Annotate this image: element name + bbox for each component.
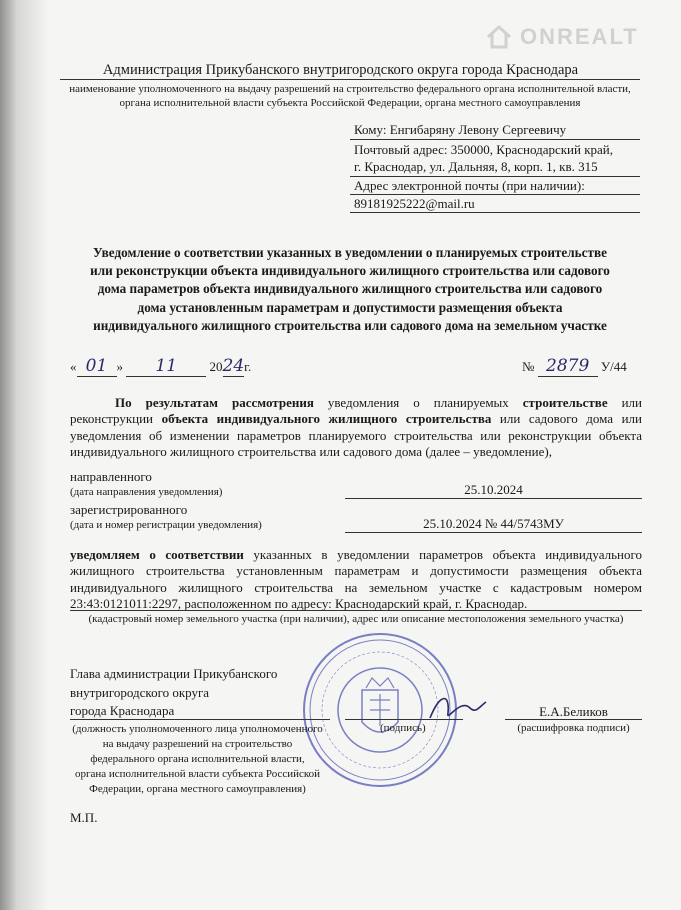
signatory-line: внутригородского округа — [70, 684, 210, 700]
document-date — [70, 356, 251, 377]
text-run: или садового дома или уведомления об изменении параметров планируемого строительства или реконструкции объекта индивидуального жилищного строительства или садового дома (далее – уведомление), — [70, 411, 642, 459]
text-run: или реконструкции — [70, 395, 642, 427]
underline — [350, 212, 640, 213]
text-run: уведомления о планируемых — [313, 395, 523, 410]
signature — [420, 688, 490, 728]
name-caption: (расшифровка подписи) — [517, 722, 630, 734]
signatory-line: города Краснодара — [70, 703, 175, 718]
issuing-authority-caption: наименование уполномоченного на выдачу разрешений на строительство федерального органа исполнительной власти, органа исполнительной власти субъекта Российской Федерации, органа местного самоуправления — [69, 83, 631, 109]
signatory-name: Е.А.Беликов — [539, 704, 608, 719]
text-run: указанных в уведомлении параметров объекта индивидуального жилищного строительства установленным параметрам и допустимости размещения объекта индивидуального жилищного строительства на земельном участке с кадастровым номером 23:43:0121011:2297, расположенном по адресу: Краснодарский край, г. Краснодар. — [70, 547, 642, 611]
watermark-text: ONREALT — [520, 24, 639, 49]
date-month: 11 — [126, 356, 206, 377]
registered-caption: (дата и номер регистрации уведомления) — [70, 519, 262, 531]
registered-value: 25.10.2024 № 44/5743МУ — [423, 516, 564, 531]
conformity-paragraph — [70, 547, 642, 612]
recipient-address-2: г. Краснодар, ул. Дальняя, 8, корп. 1, кв. 315 — [354, 159, 598, 174]
underline — [345, 532, 642, 533]
underline — [350, 176, 640, 177]
bold-phrase: уведомляем о соответствии — [70, 547, 244, 562]
sent-label: направленного — [70, 469, 152, 484]
house-icon — [484, 22, 514, 52]
underline — [70, 610, 642, 611]
recipient-address-1: Почтовый адрес: 350000, Краснодарский край, — [354, 142, 614, 157]
signature-line — [345, 719, 463, 720]
page-edge-shadow — [0, 0, 48, 910]
recipient-email: 89181925222@mail.ru — [354, 196, 475, 211]
bold-phrase: объекта индивидуального жилищного строительства — [161, 411, 492, 427]
bold-phrase: строительстве — [522, 395, 608, 410]
bold-phrase: По результатам рассмотрения — [115, 395, 314, 410]
date-open-quote: « — [70, 359, 77, 374]
signature-caption: (подпись) — [380, 722, 426, 734]
header-underline — [60, 79, 640, 80]
number-label: № — [522, 359, 535, 374]
document-number — [522, 356, 627, 377]
document-title: Уведомление о соответствии указанных в уведомлении о планируемых строительстве или реконструкции объекта индивидуального жилищного строительства или садового дома параметров объекта индивидуального жилищного строительства или садового дома установленным параметрам и допустимости размещения объекта индивидуального жилищного строительства или садового дома на земельном участке — [90, 245, 610, 333]
date-close-quote: » — [116, 359, 123, 374]
underline — [505, 719, 642, 720]
underline — [70, 719, 330, 720]
issuing-authority: Администрация Прикубанского внутригородского округа города Краснодара — [102, 62, 579, 78]
underline — [350, 139, 640, 140]
signatory-line: Глава администрации Прикубанского — [70, 666, 278, 681]
underline — [350, 194, 640, 195]
date-year: 24 — [222, 356, 245, 376]
number-suffix: У/44 — [600, 359, 627, 374]
sent-caption: (дата направления уведомления) — [70, 486, 223, 498]
recipient-name: Кому: Енгибаряну Левону Сергеевичу — [354, 122, 567, 137]
recipient-email-label: Адрес электронной почты (при наличии): — [354, 178, 585, 193]
caption-line: (должность уполномоченного лица уполномоченного — [72, 723, 323, 735]
watermark — [484, 22, 639, 52]
underline — [345, 498, 642, 499]
position-caption — [60, 722, 335, 797]
date-year-prefix: 20 — [209, 359, 223, 374]
registered-label: зарегистрированного — [70, 502, 188, 517]
signatory-position — [70, 665, 277, 721]
caption-line: Федерации, органа местного самоуправления) — [89, 783, 306, 795]
sent-date: 25.10.2024 — [464, 482, 523, 497]
date-day: 01 — [77, 356, 117, 377]
number-value: 2879 — [538, 356, 598, 377]
caption-line: федерального органа исполнительной власти, — [90, 753, 305, 765]
caption-line: органа исполнительной власти субъекта Российской — [74, 768, 321, 780]
seal-label: М.П. — [70, 810, 98, 825]
cadastral-caption: (кадастровый номер земельного участка (при наличии), адрес или описание местоположения земельного участка) — [88, 613, 624, 625]
review-paragraph — [70, 395, 642, 460]
caption-line: на выдачу разрешений на строительство — [102, 738, 293, 750]
date-year-suffix: г. — [244, 359, 252, 374]
